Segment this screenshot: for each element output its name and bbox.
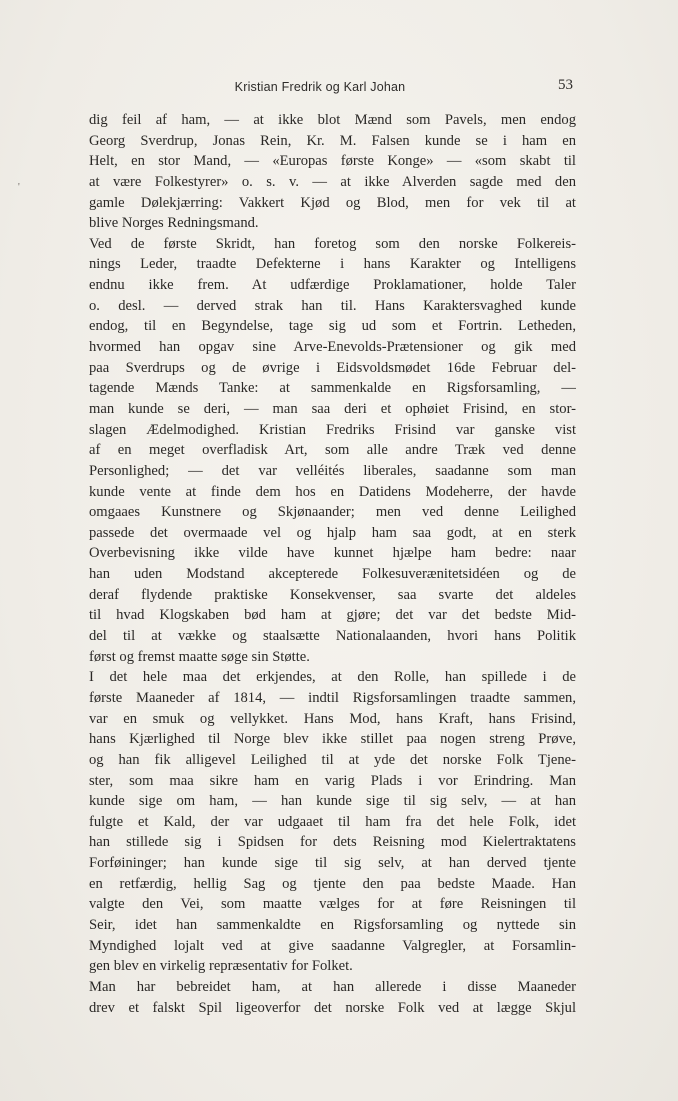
text-line: ster, som maa sikre ham en varig Plads i vor Erindring. Man (89, 772, 576, 789)
text-line: han stillede sig i Spidsen for dets Reisning mod Kielertraktatens (89, 834, 576, 851)
text-line: blive Norges Redningsmand. (89, 215, 259, 232)
text-line: Personlighed; — det var velléités liberales, saadanne som man (89, 462, 576, 479)
text-line: gamle Dølekjærring: Vakkert Kjød og Blod, men for vek til at (89, 194, 576, 211)
text-line: Georg Sverdrup, Jonas Rein, Kr. M. Falsen kunde se i ham en (89, 132, 576, 149)
text-line: at være Folkestyrer» o. s. v. — at ikke Alverden sagde med den (89, 173, 576, 190)
running-head (0, 77, 678, 97)
text-line: først og fremst maatte søge sin Støtte. (89, 648, 310, 665)
text-line: Helt, en stor Mand, — «Europas første Konge» — «som skabt til (89, 153, 576, 170)
text-line: endog, til en Begyndelse, tage sig ud som et Fortrin. Letheden, (89, 318, 576, 335)
text-line: til hvad Klogskaben bød ham at gjøre; det var det bedste Mid- (89, 607, 576, 624)
text-line: del til at vække og staalsætte Nationalaanden, hvori hans Politik (89, 628, 576, 645)
running-title: Kristian Fredrik og Karl Johan (234, 80, 406, 94)
text-line: gen blev en virkelig repræsentativ for Folket. (89, 958, 353, 975)
text-line: en retfærdig, hellig Sag og tjente den paa bedste Maade. Han (89, 875, 576, 892)
text-line: nings Leder, traadte Defekterne i hans Karakter og Intelligens (89, 256, 576, 273)
text-line: fulgte et Kald, der var udgaaet til ham fra det hele Folk, idet (89, 813, 576, 830)
text-line: hans Kjærlighed til Norge blev ikke stillet paa nogen streng Prøve, (89, 731, 576, 748)
text-line: Forføininger; han kunde sige til sig selv, at han derved tjente (89, 855, 576, 872)
text-line: tagende Mænds Tanke: at sammenkalde en Rigsforsamling, — (89, 380, 576, 397)
body-text (89, 110, 576, 1018)
text-line: første Maaneder af 1814, — indtil Rigsforsamlingen traadte sammen, (89, 689, 576, 706)
text-line: han uden Modstand akcepterede Folkesuverænitetsidéen og de (89, 566, 576, 583)
text-line: Seir, idet han sammenkaldte en Rigsforsamling og nyttede sin (89, 916, 576, 933)
text-line: endnu ikke frem. At udfærdige Proklamationer, holde Taler (89, 277, 576, 294)
text-line: og han fik alligevel Leilighed til at yde det norske Folk Tjene- (89, 751, 576, 768)
text-line: o. desl. — derved strak han til. Hans Karaktersvaghed kunde (89, 297, 576, 314)
text-line: passede det overmaade vel og hjalp ham saa godt, at en sterk (89, 524, 576, 541)
text-line: valgte den Vei, som maatte vælges for at føre Reisningen til (89, 896, 576, 913)
text-line: slagen Ædelmodighed. Kristian Fredriks Frisind var ganske vist (89, 421, 576, 438)
text-line: Myndighed lojalt ved at give saadanne Valgregler, at Forsamlin- (89, 937, 576, 954)
text-line: dig feil af ham, — at ikke blot Mænd som Pavels, men endog (89, 112, 576, 128)
text-line: hvormed han opgav sine Arve-Enevolds-Prætensioner og gik med (89, 339, 576, 356)
text-line: af en meget overfladisk Art, som alle andre Træk ved denne (89, 442, 576, 459)
stray-print-mark: ' (18, 182, 20, 193)
text-line: drev et falskt Spil ligeoverfor det norske Folk ved at lægge Skjul (89, 999, 576, 1016)
text-line: omgaaes Kunstnere og Skjønaander; men ved denne Leilighed (89, 504, 576, 521)
text-line: Man har bebreidet ham, at han allerede i disse Maaneder (89, 978, 576, 995)
text-line: kunde vente at finde dem hos en Datidens Modeherre, der havde (89, 483, 576, 500)
text-line: paa Sverdrups og de øvrige i Eidsvoldsmødet 16de Februar del- (89, 359, 576, 376)
text-line: var en smuk og vellykket. Hans Mod, hans Kraft, hans Frisind, (89, 710, 576, 727)
text-line: I det hele maa det erkjendes, at den Rolle, han spillede i de (89, 669, 576, 686)
text-line: deraf flydende praktiske Konsekvenser, saa svarte det aldeles (89, 586, 576, 603)
text-line: man kunde se deri, — man saa deri et ophøiet Frisind, en stor- (89, 400, 576, 417)
page-number: 53 (558, 77, 573, 93)
text-line: Overbevisning ikke vilde have kunnet hjælpe ham bedre: naar (89, 545, 576, 562)
text-line: kunde sige om ham, — han kunde sige til sig selv, — at han (89, 793, 576, 810)
text-line: Ved de første Skridt, han foretog som den norske Folkereis- (89, 235, 576, 252)
